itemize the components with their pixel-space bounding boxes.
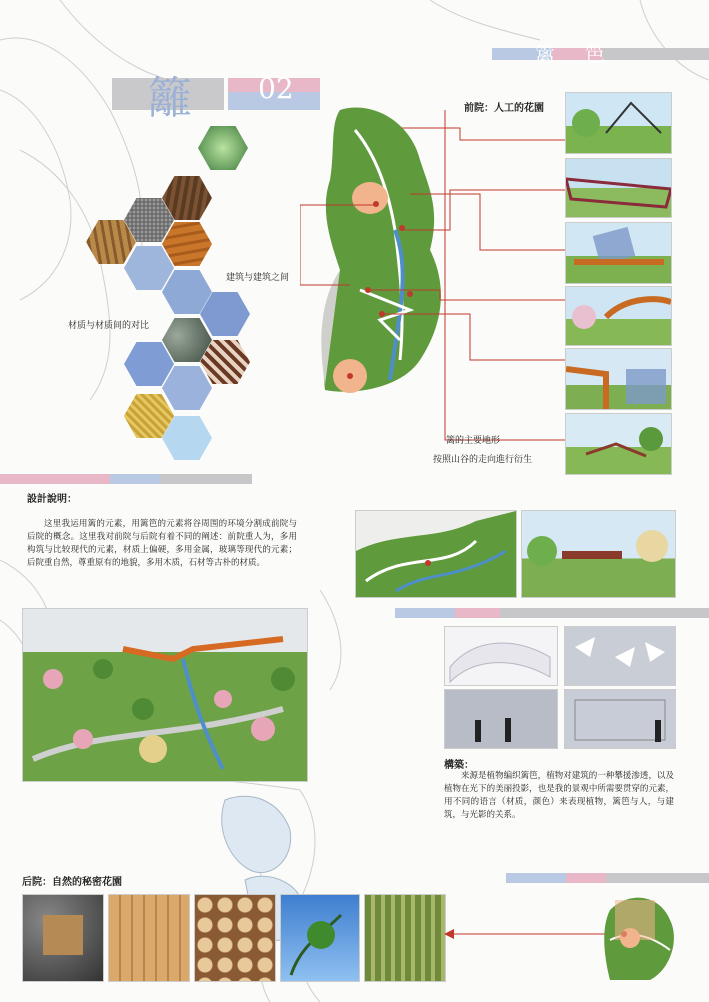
back-yard-photo-leaves bbox=[280, 894, 360, 982]
structure-study-2 bbox=[564, 626, 676, 686]
front-yard-label: 前院：人工的花園 bbox=[464, 103, 544, 114]
top-right-char: 篱笆 bbox=[535, 42, 635, 66]
back-yard-photo-forest bbox=[364, 894, 446, 982]
mid-pink-bar bbox=[0, 474, 110, 484]
header-title-char: 籬 bbox=[148, 73, 192, 124]
back-yard-photo-logs bbox=[194, 894, 276, 982]
aerial-render bbox=[22, 608, 308, 782]
header-number: 02 bbox=[258, 72, 294, 105]
mid-blue-bar bbox=[110, 474, 160, 484]
right-pink-bar bbox=[455, 608, 500, 618]
mid-grey-bar bbox=[160, 474, 252, 484]
front-yard-render-3 bbox=[565, 222, 672, 284]
structure-study-3 bbox=[444, 689, 558, 749]
front-yard-render-5 bbox=[565, 348, 672, 410]
detail-plan bbox=[355, 510, 517, 598]
front-yard-render-6 bbox=[565, 413, 672, 475]
right-grey-bar bbox=[500, 608, 709, 618]
structure-study-1 bbox=[444, 626, 558, 686]
detail-render bbox=[521, 510, 676, 598]
callout-lines bbox=[300, 110, 570, 450]
structure-study-4 bbox=[564, 689, 676, 749]
back-yard-photo-bamboo bbox=[108, 894, 190, 982]
valley-direction-label: 按照山谷的走向進行衍生 bbox=[433, 455, 533, 465]
material-contrast-label: 材质与材质间的对比 bbox=[68, 321, 150, 331]
building-between-label: 建筑与建筑之间 bbox=[226, 273, 290, 283]
front-yard-render-4 bbox=[565, 286, 672, 346]
back-yard-photo-stone bbox=[22, 894, 104, 982]
back-yard-label: 后院：自然的秘密花園 bbox=[22, 877, 122, 888]
main-terrain-label: 篱的主要地形 bbox=[446, 436, 501, 446]
front-yard-render-2 bbox=[565, 158, 672, 218]
composition-title: 構築： bbox=[444, 760, 474, 771]
back-blue-bar bbox=[506, 873, 566, 883]
composition-text: 来源是植物编织篱笆，植物对建筑的一种攀援渗透，以及植物在光下的美丽投影，也是我的景观中所需要贯穿的元素，用不同的语言（材质，颜色）来表现植物，篱笆与人，与建筑，与光影的关系。 bbox=[444, 771, 674, 820]
right-blue-bar bbox=[395, 608, 455, 618]
front-yard-render-1 bbox=[565, 92, 672, 154]
back-yard-locator-map bbox=[590, 880, 690, 984]
design-title: 設計說明： bbox=[27, 494, 77, 505]
design-text: 这里我运用篱的元素，用篱笆的元素将谷周围的环境分割成前院与后院的概念。这里我对前院与后院有着不同的阐述：前院重人为，多用构筑与比较现代的元素，材质上偏硬，多用金属，玻璃等现代的元素；后院重自然，尊重原有的地貌，多用木质，石材等古朴的材质。 bbox=[27, 519, 297, 568]
